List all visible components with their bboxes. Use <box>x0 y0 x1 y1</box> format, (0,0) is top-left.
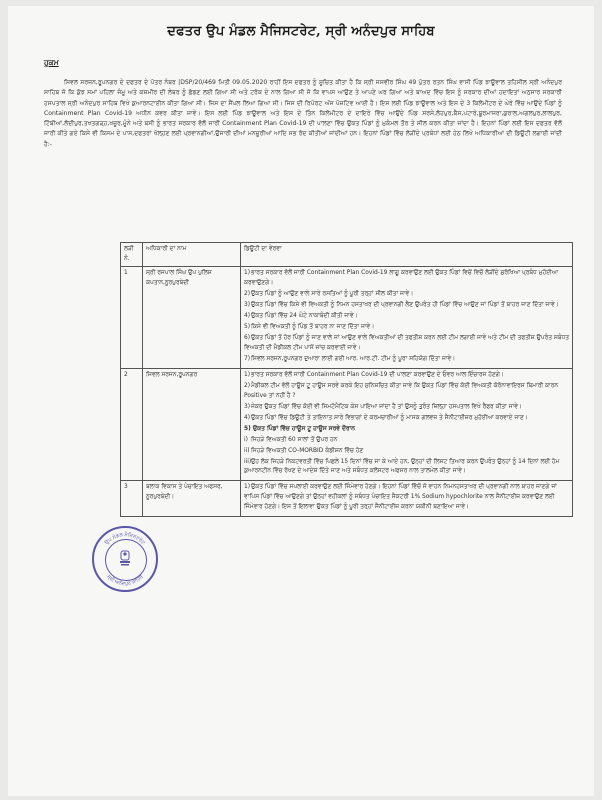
header-serial: ਲੜੀ ਨੰ. <box>121 243 143 267</box>
svg-text:ਸ੍ਰੀ ਅਨੰਦਪੁਰ ਸਾਹਿਬ <box>105 573 146 587</box>
official-seal <box>92 526 158 592</box>
intro-text: ਸਿਵਲ ਸਰਜਨ,ਰੂਪਨਗਰ ਦੇ ਦਫਤਰ ਦੇ ਪੱਤਰ ਨੰਬਰ |DSP/20/469 ਮਿਤੀ 09.05.2020 ਰਾਹੀਂ ਇਸ ਦਫਤਰ ਨੂੰ ਸੂਚਿਤ ਕੀਤਾ ਹੈ ਕਿ ਸ੍ਰੀ ਜਸਵੀਰ ਸਿੰਘ 49 ਪੁੱਤਰ ਰਤਨ ਸਿੰਘ ਵਾਸੀ ਪਿੰਡ ਝਾਊਵਾਲ ਤਹਿਸੀਲ ਸ੍ਰੀ ਅਨੰਦਪੁਰ ਸਾਹਿਬ ਜੋ ਕਿ ਕੁੱਝ ਸਮਾਂ ਪਹਿਲਾ ਜੰਮੂ ਅਤੇ ਕਸ਼ਮੀਰ ਦੀ ਲੇਬਰ ਨੂੰ ਛੱਡਣ ਲਈ ਗਿਆ ਸੀ ਅਤੇ ਟਰੱਕ ਦੇ ਨਾਲ ਗਿਆ ਸੀ ਜੋ ਕਿ ਵਾਪਸ ਆਉਣ ਤੇ ਆਪਣੇ ਘਰ ਗਿਆ ਅਤੇ ਬਾਅਦ ਵਿੱਚ ਇਸ ਨੂੰ ਸਰਕਾਰ ਦੀਆਂ ਹਦਾਇਤਾਂ ਅਨੁਸਾਰ ਸਰਕਾਰੀ ਹਸਪਤਾਲ ਸ੍ਰੀ ਅਨੰਦਪੁਰ ਸਾਹਿਬ ਵਿਖੇ ਕੁਆਰਨਟਾਈਨ ਕੀਤਾ ਗਿਆ ਸੀ। ਜਿਸ ਦਾ ਸੈਂਪਲ ਲਿਆ ਗਿਆ ਸੀ। ਜਿਸ ਦੀ ਰਿਪੋਰਟ ਅੱਜ ਪੋਜ਼ਟਿਵ ਆਈ ਹੈ। ਇਸ ਲਈ ਪਿੰਡ ਝਾਊਵਾਲ ਅਤੇ ਇਸ ਦੇ 3 ਕਿਲੋਮੀਟਰ ਦੇ ਘੇਰੇ ਵਿੱਚ ਆਉਂਦੇ ਪਿੰਡਾਂ ਨੂੰ Containment Plan Covid-19 ਅਧੀਨ ਕਵਰ ਕੀਤਾ ਜਾਵੇ। ਇਸ ਲਈ ਪਿੰਡ ਝਾਊਵਾਲ ਅਤੇ ਇਸ ਦੇ ਤਿੰਨ ਕਿਲੋਮੀਟਰ ਦੇ ਦਾਇਰੇ ਵਿੱਚ ਆਉਂਦੇ ਪਿੰਡ ਸਰਸੇ,ਲੋਹਪੁਰ,ਬੈਸ,ਪਟਾਰੇ,ਬੂਰਮਾਜਰਾ,ਕੁਰਾਲ,ਅਗਲਪੁਰ,ਲਾਲਪੁਰ, ਟਿੱਬੀਆਂ,ਲੋਦੀਪੁਰ,ਤਖਤਗੜ੍ਹ,ਖਜੂਰ,ਮੂੰਨੇ ਅਤੇ ਬਸੀ ਨੂੰ ਭਾਰਤ ਸਰਕਾਰ ਵੱਲੋਂ ਜਾਰੀ Containment Plan Covid-19 ਦੀ ਪਾਲਣਾ ਵਿੱਚ ਉਕਤ ਪਿੰਡਾਂ ਨੂੰ ਮੁਕੰਮਲ ਤੌਰ ਤੇ ਸੀਲ ਕਰਨ ਕੀਤਾ ਜਾਂਦਾ ਹੈ। ਇਹਨਾਂ ਪਿੰਡਾਂ ਲਈ ਇਸ ਦਫਤਰ ਵੱਲੋਂ ਜਾਰੀ ਕੀਤੇ ਗਏ ਕਿਸੇ ਵੀ ਕਿਸਮ ਦੇ ਪਾਸ,ਦਫਤਰਾਂ ਖੋਲ੍ਹਣ ਲਈ ਪ੍ਰਵਾਨਗੀਆਂ,ਉਸਾਰੀ ਦੀਆਂ ਮਨਜ਼ੂਰੀਆਂ ਆਦਿ ਸਭ ਰੱਦ ਕੀਤੀਆਂ ਜਾਂਦੀਆਂ ਹਨ। ਇਹਨਾਂ ਪਿੰਡਾਂ ਵਿੱਚ ਲੋੜੀਂਦੇ ਪ੍ਰਬੰਧਾਂ ਲਈ ਹੇਠ ਲਿਖੇ ਅਧਿਕਾਰੀਆਂ ਦੀ ਡਿਊਟੀ ਲਗਾਈ ਜਾਂਦੀ ਹੈ:- <box>44 79 562 148</box>
serial-number: 3 <box>121 481 143 516</box>
table-row <box>121 267 573 369</box>
duty-item: 4)ਉਕਤ ਪਿੰਡਾਂ ਵਿੱਚ ਡਿਊਟੀ ਤੇ ਤਾਇਨਾਤ ਸਾਰੇ ਵਿਭਾਗਾਂ ਦੇ ਕਰਮਚਾਰੀਆਂ ਨੂੰ ਮਾਸਕ ਗਲਵਜ਼ ਤੇ ਸੈਨੀਟਾਈਜ਼ਰ ਮੁਹੱਈਆ ਕਰਵਾਏ ਜਾਣ। <box>244 414 528 421</box>
office-title: ਦਫਤਰ ਉਪ ਮੰਡਲ ਮੈਜਿਸਟਰੇਟ, ਸ੍ਰੀ ਅਨੰਦਪੁਰ ਸਾਹਿਬ <box>167 24 435 39</box>
serial-number: 1 <box>121 267 143 369</box>
duty-item: 3)ਉਕਤ ਪਿੰਡਾਂ ਵਿੱਚ ਕਿਸੇ ਵੀ ਵਿਅਕਤੀ ਨੂੰ ਨਿਮਨ ਹਸਤਾਖਰ ਦੀ ਪ੍ਰਵਾਨਗੀ ਲੈਣ ਉਪਰੰਤ ਹੀ ਪਿੰਡਾਂ ਵਿੱਚ ਆਉਣ ਜਾਂ ਪਿੰਡਾਂ ਤੋਂ ਬਾਹਰ ਜਾਣ ਦਿੱਤਾ ਜਾਵੇ। <box>244 301 559 308</box>
emblem-icon <box>118 549 132 567</box>
survey-item: i) ਜਿਹੜੇ ਵਿਅਕਤੀ 60 ਸਾਲਾਂ ਤੋਂ ਉਪਰ ਹਨ <box>244 436 338 443</box>
table-row <box>121 481 573 516</box>
duty-details <box>241 267 573 369</box>
table-row <box>121 369 573 481</box>
table-header-row <box>121 243 573 267</box>
duty-item: 1)ਉਕਤ ਪਿੰਡਾਂ ਵਿੱਚ ਸਪਲਾਈ ਕਰਵਾਉਣ ਲਈ ਜਿੰਮੇਵਾਰ ਹੋਣਗੇ। ਇਹਨਾਂ ਪਿੰਡਾਂ ਵਿੱਚੋਂ ਜੋ ਵਾਹਨ ਨਿਮਨਹਸਤਾਖਰ ਦੀ ਪ੍ਰਵਾਨਗੀ ਨਾਲ ਬਾਹਰ ਜਾਣਗੇ ਜਾਂ ਵਾਪਿਸ ਪਿੰਡਾਂ ਵਿੱਚ ਆਉਣਗੇ ਤਾਂ ਉਨ੍ਹਾਂ ਵਹੀਕਲਾਂ ਨੂੰ ਸਬੰਧਤ ਪੰਚਾਇਤ ਸੈਕਟਰੀ 1% Sodium hypochlorite ਨਾਲ ਸੈਨੀਟਾਈਜ਼ ਕਰਵਾਉਣ ਲਈ ਜਿੰਮੇਵਾਰ ਹੋਣਗੇ। ਇਸ ਤੋਂ ਇਲਾਵਾ ਉਕਤ ਪਿੰਡਾਂ ਨੂੰ ਪੂਰੀ ਤਰ੍ਹਾਂ ਸੈਨੀਟਾਈਜ਼ ਕਰਨਾ ਯਕੀਨੀ ਬਣਾਇਆ ਜਾਵੇ। <box>244 484 557 510</box>
header-officer: ਅਧਿਕਾਰੀ ਦਾ ਨਾਮ <box>143 243 241 267</box>
duty-item: 1)ਭਾਰਤ ਸਰਕਾਰ ਵੱਲੋਂ ਜਾਰੀ Containment Plan Covid-19 ਦੀ ਪਾਲਣਾ ਕਰਵਾਉਣ ਦੇ ਓਵਰ ਆਲ ਇੰਚਾਰਜ ਹੋਣਗੇ। <box>244 372 504 379</box>
intro-paragraph <box>44 78 562 150</box>
officer-name: ਸ੍ਰੀ ਰਜਪਾਲ ਸਿੰਘ ਉਪ ਪੁਲਿਸ ਕਪਤਾਨ,ਨੂਰਪੁਰਬੇਦੀ <box>143 267 241 369</box>
officer-name: ਬਲਾਕ ਵਿਕਾਸ ਤੇ ਪੰਚਾਇਤ ਅਫਸਰ, ਨੂਰਪੁਰਬੇਦੀ। <box>143 481 241 516</box>
duty-item: 4)ਉਕਤ ਪਿੰਡਾਂ ਵਿੱਚ 24 ਘੰਟੇ ਨਾਕਾਬੰਦੀ ਕੀਤੀ ਜਾਵੇ। <box>244 313 358 320</box>
header-duty: ਡਿਊਟੀ ਦਾ ਵੇਰਵਾ <box>241 243 573 267</box>
duty-item: 1)ਭਾਰਤ ਸਰਕਾਰ ਵੱਲੋਂ ਜਾਰੀ Containment Plan Covid-19 ਲਾਗੂ ਕਰਵਾਉਣ ਲਈ ਉਕਤ ਪਿੰਡਾਂ ਵਿਚੋਂ ਵਿਚੋਂ ਲੋੜੀਂਦੇ ਸੁਰੱਖਿਆ ਪ੍ਰਬੰਧ ਮੁਹੱਈਆ ਕਰਵਾਉਣਗੇ। <box>244 270 559 286</box>
serial-number: 2 <box>121 369 143 481</box>
duty-item: 5)ਕਿਸੇ ਵੀ ਵਿਅਕਤੀ ਨੂੰ ਪਿੰਡ ਤੋਂ ਬਾਹਰ ਨਾ ਜਾਣ ਦਿੱਤਾ ਜਾਵੇ। <box>244 324 375 331</box>
seal-top-text: ਉਪ ਮੰਡਲ ਮੈਜਿਸਟਰੇਟ <box>104 531 146 546</box>
survey-item: ii)ਜਿਹੜੇ ਵਿਅਕਤੀ CO-MORBID ਕੰਡੀਸ਼ਨ ਵਿੱਚ ਹੋਣ <box>244 447 364 454</box>
duty-item: 2)ਮੈਡੀਕਲ ਟੀਮ ਵੱਲੋਂ ਹਾਊਸ ਟੂ ਹਾਊਸ ਸਰਵੇ ਕਰਕੇ ਇਹ ਸੁਨਿਸ਼ਚਿਤ ਕੀਤਾ ਜਾਵੇ ਕਿ ਉਕਤ ਪਿੰਡਾਂ ਵਿੱਚ ਕੋਈ ਵਿਅਕਤੀ ਕੋਰੋਨਾਵਾਇਰਸ ਬਿਮਾਰੀ ਕਾਰਨ Positive ਤਾਂ ਨਹੀਂ ਹੈ ? <box>244 383 559 399</box>
duty-item: 3)ਜੇਕਰ ਉਕਤ ਪਿੰਡਾਂ ਵਿੱਚ ਕੋਈ ਵੀ ਸਿਮਟੋਮੈਟਿਕ ਕੇਸ ਪਾਇਆ ਜਾਂਦਾ ਹੈ ਤਾਂ ਉਸਨੂੰ ਤੁਰੰਤ ਜ਼ਿਲ੍ਹਾ ਹਸਪਤਾਲ ਵਿਖੇ ਰੈਫਰ ਕੀਤਾ ਜਾਵੇ। <box>244 403 522 410</box>
order-label: ਹੁਕਮ <box>44 58 59 67</box>
duty-table <box>120 242 573 517</box>
duty-details <box>241 369 573 481</box>
document-page <box>8 6 594 796</box>
seal-bottom-text: ਸ੍ਰੀ ਅਨੰਦਪੁਰ ਸਾਹਿਬ <box>105 573 145 588</box>
duty-item: 7)ਸਿਵਲ ਸਰਜਨ,ਰੂਪਨਗਰ ਦੁਆਰਾ ਲਾਈ ਗਈ ਆਰ. ਆਰ.ਟੀ. ਟੀਮ ਨੂੰ ਪੂਰਾ ਸਹਿਯੋਗ ਦਿੱਤਾ ਜਾਵੇ। <box>244 355 456 362</box>
duty-item: 2)ਉਕਤ ਪਿੰਡਾਂ ਨੂੰ ਆਉਣ ਵਾਲੇ ਸਾਰੇ ਰਸਤਿਆਂ ਨੂੰ ਪੂਰੀ ਤਰ੍ਹਾਂ ਸੀਲ ਕੀਤਾ ਜਾਵੇ। <box>244 290 414 297</box>
duty-item: 6)ਉਕਤ ਪਿੰਡਾਂ ਤੋਂ ਹੋਰ ਪਿੰਡਾਂ ਨੂੰ ਜਾਣ ਵਾਲੇ ਜਾਂ ਆਉਣ ਵਾਲੇ ਵਿਅਕਤੀਆਂ ਦੀ ਤਫਤੀਸ਼ ਕਰਨ ਲਈ ਟੀਮ ਲਗਾਈ ਜਾਵੇ ਅਤੇ ਟੀਮ ਦੀ ਤਫਤੀਸ਼ ਉਪਰੰਤ ਸਬੰਧਤ ਵਿਅਕਤੀ ਦੀ ਮੈਡੀਕਲ ਟੀਮ ਪਾਸੋਂ ਜਾਂਚ ਕਰਵਾਈ ਜਾਵੇ। <box>244 335 569 351</box>
survey-item: iii)ਉਹ ਲੋਕ ਜਿਹੜੇ ਨਿਕਟਵਰਤੀ ਵਿੱਚ ਪਿਛਲੇ 15 ਦਿਨਾਂ ਵਿੱਚ ਜਾ ਕੇ ਆਏ ਹਨ, ਉਨ੍ਹਾਂ ਦੀ ਲਿਸਟ ਤਿਆਰ ਕਰਨ ਉਪਰੰਤ ਉਨ੍ਹਾਂ ਨੂੰ 14 ਦਿਨਾਂ ਲਈ ਹੋਮ ਕੁਆਰਨਟੀਨ ਵਿੱਚ ਰੱਖਣ ਦੇ ਆਦੇਸ਼ ਦਿੱਤੇ ਜਾਣ ਅਤੇ ਸਬੰਧਤ ਕਲੱਸਟਰ ਅਫਸਰ ਨਾਲ ਤਾਲਮੇਲ ਕੀਤਾ ਜਾਵੇ। <box>244 458 560 475</box>
duty-details <box>241 481 573 516</box>
officer-name: ਸਿਵਲ ਸਰਜਨ,ਰੂਪਨਗਰ <box>143 369 241 481</box>
svg-text:ਉਪ ਮੰਡਲ ਮੈਜਿਸਟਰੇਟ <box>103 531 147 547</box>
survey-subhead: 5) ਉਕਤ ਪਿੰਡਾਂ ਵਿੱਚ ਹਾਊਸ ਟੂ ਹਾਊਸ ਸਰਵੇ ਦੌਰਾਨ <box>244 426 355 432</box>
